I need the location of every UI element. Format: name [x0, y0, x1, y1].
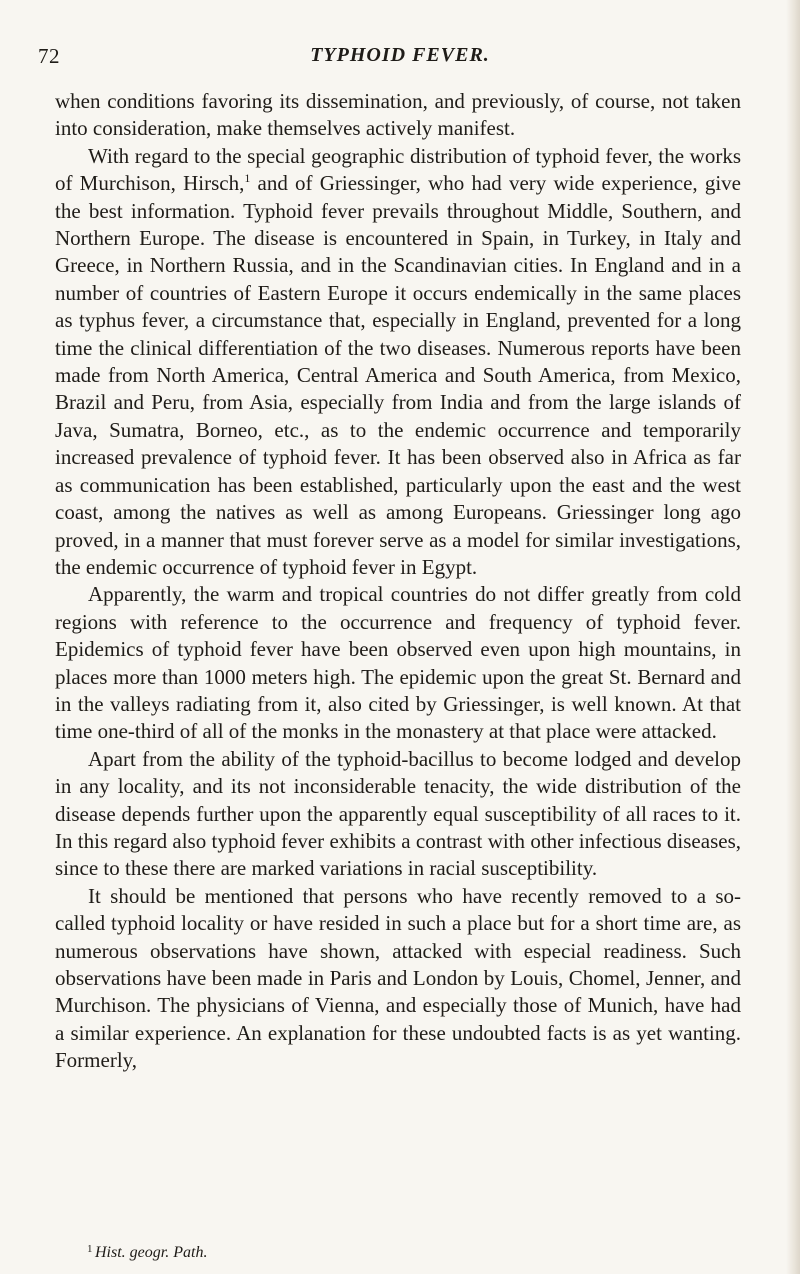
footnote-reference: 1	[244, 171, 251, 186]
body-text	[55, 88, 741, 1075]
footnote-mark: 1	[87, 1243, 93, 1255]
running-head	[0, 0, 800, 70]
running-title: TYPHOID FEVER.	[310, 44, 490, 66]
paragraph-5: It should be mentioned that persons who have recently removed to a so-called typhoid locality or have resided in such a place but for a short time are, as numerous observations have shown, attacked with especial readiness. Such observations have been made in Paris and London by Louis, Chomel, Jenner, and Murchison. The physicians of Vienna, and especially those of Munich, have had a similar experience. An explanation for these undoubted facts is as yet wanting. Formerly,	[55, 883, 741, 1073]
paragraph-4: Apart from the ability of the typhoid-bacillus to become lodged and develop in any locality, and its not inconsiderable tenacity, the wide distribution of the disease depends further upon the apparently equal susceptibility of all races to it. In this regard also typhoid fever exhibits a contrast with other infectious diseases, since to these there are marked variations in racial susceptibility.	[55, 746, 741, 881]
paragraph-3: Apparently, the warm and tropical countries do not differ greatly from cold regions with reference to the occurrence and frequency of typhoid fever. Epidemics of typhoid fever have been observed even upon high mountains, in places more than 1000 meters high. The epidemic upon the great St. Bernard and in the valleys radiating from it, also cited by Griessinger, is well known. At that time one-third of all of the monks in the monastery at that place were attacked.	[55, 582, 741, 744]
page-number: 72	[38, 44, 60, 68]
paragraph-1: when conditions favoring its dissemination, and previously, of course, not taken into consideration, make themselves actively manifest.	[55, 89, 741, 141]
paragraph-2-start: With regard to the special geographic distribution of typhoid fever, the works of Murchison, Hirsch,	[55, 143, 741, 196]
page-edge-shadow	[786, 0, 800, 1274]
footnote-text: Hist. geogr. Path.	[95, 1244, 208, 1261]
paragraph-2	[55, 143, 741, 582]
paragraph-2-rest: and of Griessinger, who had very wide experience, give the best information. Typhoid fever prevails throughout Middle, Southern, and Northern Europe. The disease is encountered in Spain, in Turkey, in Italy and Greece, in Northern Russia, and in the Scandinavian cities. In England and in a number of countries of Eastern Europe it occurs endemically in the same places as typhus fever, a circumstance that, especially in England, prevented for a long time the clinical differentiation of the two diseases. Numerous reports have been made from North America, Central America and South America, from Mexico, Brazil and Peru, from Asia, especially from India and from the large islands of Java, Sumatra, Borneo, etc., as to the endemic occurrence and temporarily increased prevalence of typhoid fever. It has been observed also in Africa as far as communication has been established, particularly upon the east and the west coast, among the natives as well as among Europeans. Griessinger long ago proved, in a manner that must forever serve as a model for similar investigations, the endemic occurrence of typhoid fever in Egypt.	[55, 171, 741, 579]
